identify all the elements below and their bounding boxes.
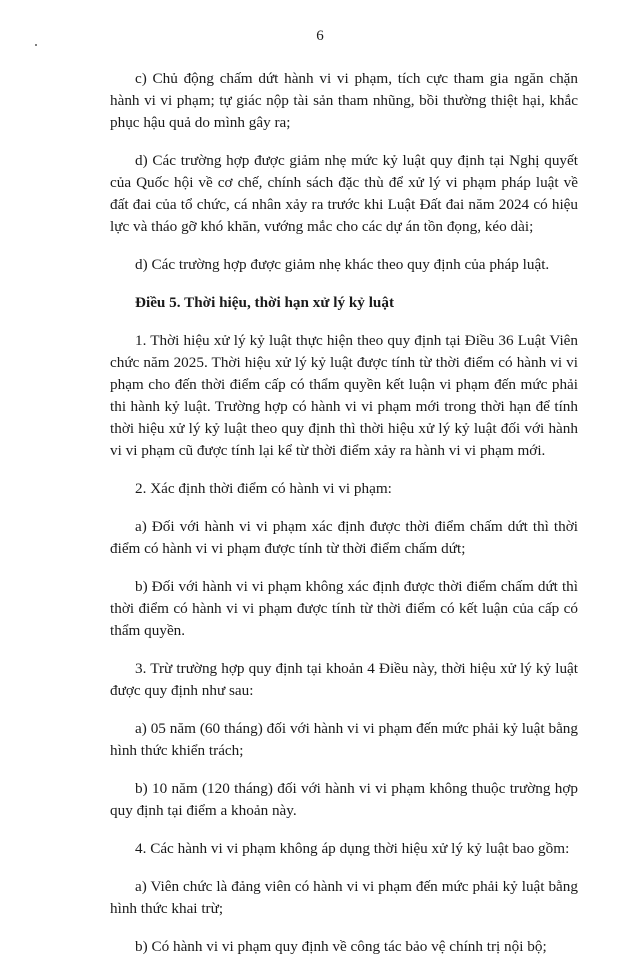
paragraph-c: c) Chủ động chấm dứt hành vi vi phạm, tích cực tham gia ngăn chặn hành vi vi phạm; tự giác nộp tài sản tham nhũng, bồi thường thiệt hại, khắc phục hậu quả do mình gây ra;	[110, 70, 578, 131]
paragraph-d-2: d) Các trường hợp được giảm nhẹ khác theo quy định của pháp luật.	[135, 256, 550, 273]
clause-2-a: a) Đối với hành vi vi phạm xác định được thời điểm chấm dứt thì thời điểm có hành vi vi phạm được tính từ thời điểm chấm dứt;	[110, 518, 578, 557]
clause-2-b: b) Đối với hành vi vi phạm không xác định được thời điểm chấm dứt thì thời điểm có hành vi vi phạm được tính từ thời điểm có kết luận của cấp có thẩm quyền.	[110, 578, 578, 639]
clause-4-a: a) Viên chức là đảng viên có hành vi vi phạm đến mức phải kỷ luật bằng hình thức khai trừ;	[110, 878, 578, 917]
paragraph-d-1: d) Các trường hợp được giảm nhẹ mức kỷ luật quy định tại Nghị quyết của Quốc hội về cơ chế, chính sách đặc thù để xử lý vi phạm pháp luật về đất đai của tổ chức, cá nhân xảy ra trước khi Luật Đất đai năm 2024 có hiệu lực và tháo gỡ khó khăn, vướng mắc cho các dự án tồn đọng, kéo dài;	[110, 152, 578, 235]
scan-dot	[35, 44, 37, 46]
clause-1: 1. Thời hiệu xử lý kỷ luật thực hiện theo quy định tại Điều 36 Luật Viên chức năm 2025. Thời hiệu xử lý kỷ luật được tính từ thời điểm có hành vi vi phạm cho đến thời điểm cấp có thẩm quyền kết luận vi phạm đến mức phải thi hành kỷ luật. Trường hợp có hành vi vi phạm mới trong thời hạn để tính thời hiệu xử lý kỷ luật theo quy định thì thời hiệu xử lý kỷ luật đối với hành vi vi phạm cũ được tính lại kể từ thời điểm xảy ra hành vi vi phạm mới.	[110, 332, 578, 459]
article-heading: Điều 5. Thời hiệu, thời hạn xử lý kỷ luật	[135, 294, 395, 311]
clause-3-a: a) 05 năm (60 tháng) đối với hành vi vi phạm đến mức phải kỷ luật bằng hình thức khiển trách;	[110, 720, 578, 759]
clause-2: 2. Xác định thời điểm có hành vi vi phạm:	[135, 480, 392, 497]
clause-3-b: b) 10 năm (120 tháng) đối với hành vi vi phạm không thuộc trường hợp quy định tại điểm a khoản này.	[110, 780, 578, 819]
clause-3: 3. Trừ trường hợp quy định tại khoản 4 Điều này, thời hiệu xử lý kỷ luật được quy định như sau:	[110, 660, 578, 699]
clause-4-b: b) Có hành vi vi phạm quy định về công tác bảo vệ chính trị nội bộ;	[135, 938, 547, 955]
clause-4: 4. Các hành vi vi phạm không áp dụng thời hiệu xử lý kỷ luật bao gồm:	[135, 840, 570, 857]
document-body	[110, 68, 578, 974]
page-number: 6	[316, 28, 324, 44]
